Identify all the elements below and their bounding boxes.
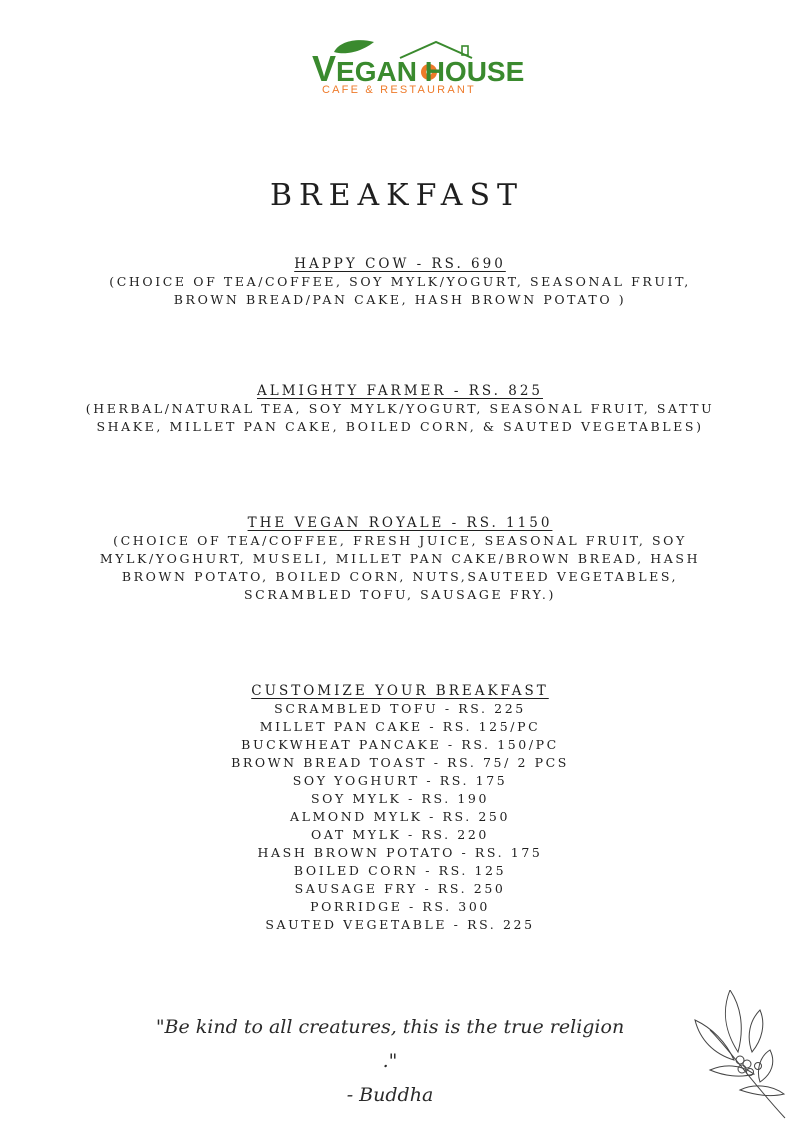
set-almighty-farmer (80, 380, 720, 436)
set-happy-cow (80, 253, 720, 309)
list-item: BROWN BREAD TOAST - RS. 75/ 2 PCS (231, 755, 569, 770)
list-item: SOY MYLK - RS. 190 (310, 791, 490, 806)
set-description: (CHOICE OF TEA/COFFEE, FRESH JUICE, SEASONAL FRUIT, SOY MYLK/YOGHURT, MUSELI, MILLET PAN CAKE/BROWN BREAD, HASH BROWN POTATO, BOILED CORN, NUTS,SAUTEED VEGETABLES, SCRAMBLED TOFU, SAUSAGE FRY.) (99, 533, 701, 602)
coffee-plant-illustration (690, 990, 790, 1120)
set-description: (CHOICE OF TEA/COFFEE, SOY MYLK/YOGURT, SEASONAL FRUIT, BROWN BREAD/PAN CAKE, HASH BROWN POTATO ) (109, 274, 691, 307)
logo-brand: VEGAN HOUSE (312, 48, 525, 89)
set-heading: ALMIGHTY FARMER - RS. 825 (256, 383, 543, 399)
buddha-quote (150, 1010, 630, 1112)
customize-heading: CUSTOMIZE YOUR BREAKFAST (251, 683, 549, 699)
set-heading: HAPPY COW - RS. 690 (294, 256, 506, 272)
customize-list (80, 700, 720, 934)
list-item: SCRAMBLED TOFU - RS. 225 (274, 701, 526, 716)
set-heading: THE VEGAN ROYALE - RS. 1150 (247, 515, 553, 531)
list-item: HASH BROWN POTATO - RS. 175 (257, 845, 543, 860)
logo-tagline: CAFE & RESTAURANT (322, 84, 476, 96)
customize-section (80, 680, 720, 934)
list-item: ALMOND MYLK - RS. 250 (289, 809, 511, 824)
list-item: PORRIDGE - RS. 300 (310, 899, 490, 914)
list-item: BOILED CORN - RS. 125 (293, 863, 507, 878)
list-item: SAUTED VEGETABLE - RS. 225 (265, 917, 535, 932)
list-item: MILLET PAN CAKE - RS. 125/PC (259, 719, 541, 734)
list-item: SOY YOGHURT - RS. 175 (292, 773, 508, 788)
list-item: BUCKWHEAT PANCAKE - RS. 150/PC (241, 737, 559, 752)
quote-author: - Buddha (346, 1084, 434, 1106)
list-item: SAUSAGE FRY - RS. 250 (294, 881, 506, 896)
set-description: (HERBAL/NATURAL TEA, SOY MYLK/YOGURT, SEASONAL FRUIT, SATTU SHAKE, MILLET PAN CAKE, BOILED CORN, & SAUTED VEGETABLES) (85, 401, 715, 434)
vegan-house-logo (312, 38, 525, 100)
set-vegan-royale (80, 512, 720, 604)
quote-text: "Be kind to all creatures, this is the true religion ." (155, 1016, 625, 1072)
list-item: OAT MYLK - RS. 220 (311, 827, 489, 842)
page-title: BREAKFAST (269, 178, 525, 214)
